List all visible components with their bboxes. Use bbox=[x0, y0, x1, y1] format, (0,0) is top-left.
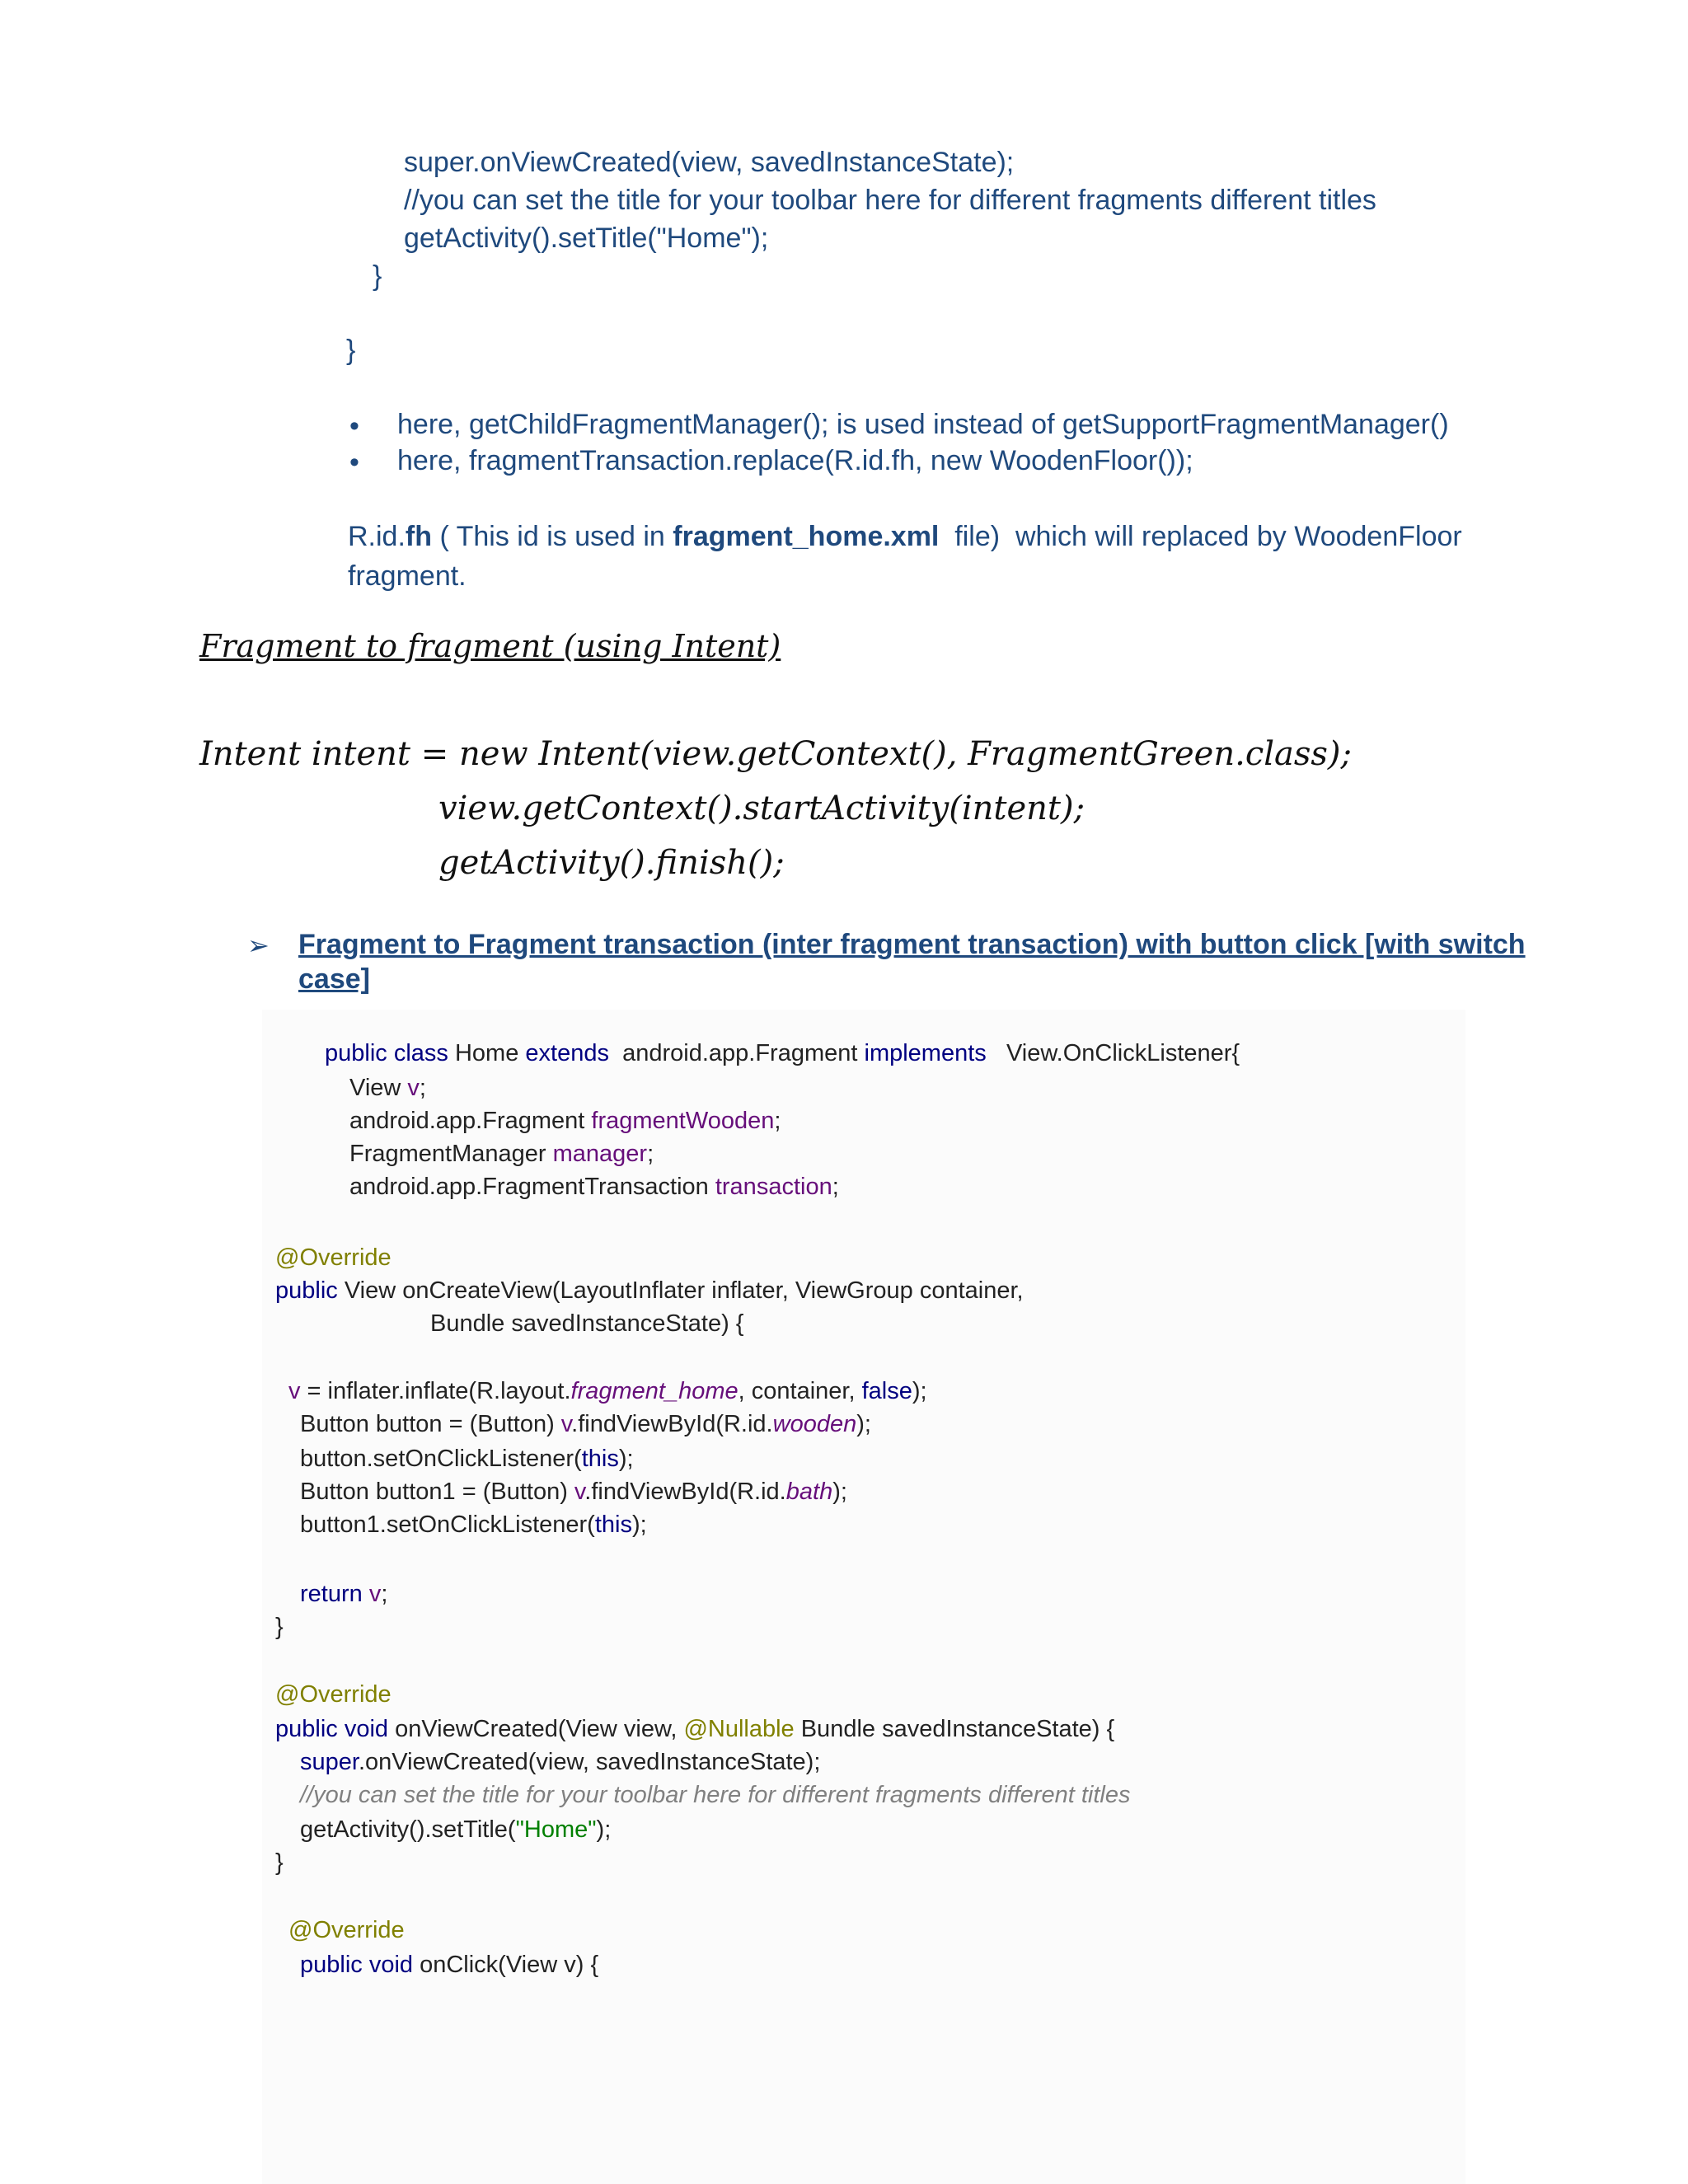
code-line: v = inflater.inflate(R.layout.fragment_home, container, false); bbox=[288, 1378, 927, 1404]
code-line: public View onCreateView(LayoutInflater inflater, ViewGroup container, bbox=[275, 1277, 1024, 1304]
code-line: return v; bbox=[300, 1581, 388, 1607]
code-brace: } bbox=[373, 260, 382, 292]
code-line: public void onClick(View v) { bbox=[300, 1952, 599, 1978]
code-annotation: @Override bbox=[288, 1917, 405, 1943]
code-line: public class Home extends android.app.Fragment implements View.OnClickListener{ bbox=[325, 1040, 1240, 1066]
note-paragraph: R.id.fh ( This id is used in fragment_home.xml file) which will replaced by WoodenFloor bbox=[348, 521, 1462, 552]
code-line: public void onViewCreated(View view, @Nullable Bundle savedInstanceState) { bbox=[275, 1716, 1115, 1742]
bullet-text: here, getChildFragmentManager(); is used instead of getSupportFragmentManager() bbox=[397, 409, 1449, 440]
code-line: super.onViewCreated(view, savedInstanceState); bbox=[404, 147, 1015, 178]
code-annotation: @Override bbox=[275, 1244, 392, 1271]
note-paragraph-cont: fragment. bbox=[348, 560, 467, 592]
code-line: getActivity().setTitle("Home"); bbox=[300, 1816, 612, 1843]
code-comment-line: //you can set the title for your toolbar here for different fragments different titles bbox=[404, 185, 1376, 216]
code-line: android.app.FragmentTransaction transaction; bbox=[349, 1174, 839, 1200]
intent-code-line: view.getContext().startActivity(intent); bbox=[438, 790, 1085, 827]
intent-code-line: getActivity().finish(); bbox=[438, 844, 785, 882]
code-line: Button button = (Button) v.findViewById(R.id.wooden); bbox=[300, 1411, 871, 1437]
code-line: super.onViewCreated(view, savedInstanceState); bbox=[300, 1749, 821, 1775]
code-brace: } bbox=[346, 335, 356, 366]
bullet-dot: • bbox=[349, 410, 359, 442]
bullet-dot: • bbox=[349, 447, 359, 478]
code-line: getActivity().setTitle("Home"); bbox=[404, 223, 769, 254]
code-line: Bundle savedInstanceState) { bbox=[430, 1310, 744, 1337]
section-title: Fragment to fragment (using Intent) bbox=[199, 628, 781, 664]
code-comment-line: //you can set the title for your toolbar here for different fragments different titles bbox=[300, 1782, 1131, 1808]
code-line: button.setOnClickListener(this); bbox=[300, 1446, 634, 1472]
bullet-text: here, fragmentTransaction.replace(R.id.fh, new WoodenFloor()); bbox=[397, 445, 1193, 476]
code-annotation: @Override bbox=[275, 1681, 392, 1708]
code-brace: } bbox=[275, 1849, 284, 1876]
code-line: button1.setOnClickListener(this); bbox=[300, 1511, 647, 1538]
subheading-line: case] bbox=[298, 963, 370, 995]
code-line: View v; bbox=[349, 1075, 426, 1101]
code-line: android.app.Fragment fragmentWooden; bbox=[349, 1108, 781, 1134]
code-brace: } bbox=[275, 1614, 284, 1640]
subheading-line: Fragment to Fragment transaction (inter fragment transaction) with button click [with switch bbox=[298, 929, 1526, 960]
code-line: Button button1 = (Button) v.findViewById(R.id.bath); bbox=[300, 1479, 847, 1505]
intent-code-line: Intent intent = new Intent(view.getContext(), FragmentGreen.class); bbox=[199, 735, 1353, 773]
arrow-bullet-icon: ➢ bbox=[247, 930, 270, 960]
code-line: FragmentManager manager; bbox=[349, 1141, 654, 1167]
